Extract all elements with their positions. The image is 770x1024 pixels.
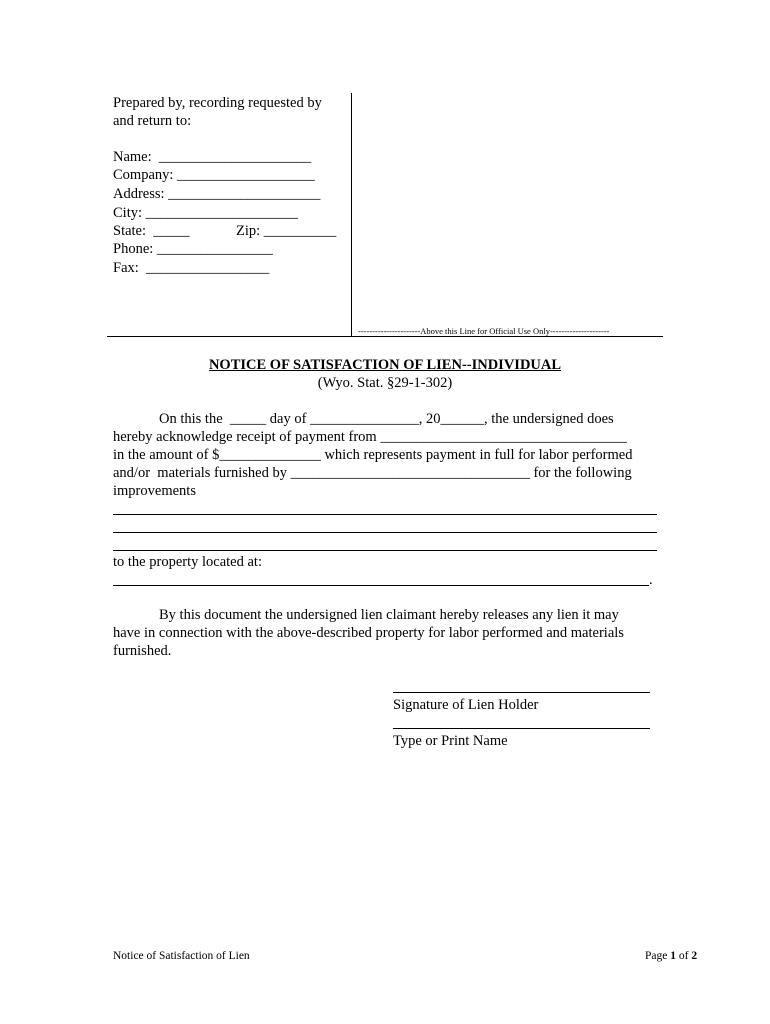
paragraph2-line2: have in connection with the above-described property for labor performed and materials: [113, 625, 624, 641]
city-field[interactable]: City: _____________________: [113, 205, 298, 221]
name-field[interactable]: Name: _____________________: [113, 149, 312, 165]
property-label: to the property located at:: [113, 554, 262, 570]
paragraph2-line3: furnished.: [113, 643, 172, 659]
header-horizontal-divider: [107, 336, 663, 337]
page-number: [645, 949, 697, 963]
improvements-line-1[interactable]: [113, 514, 657, 515]
property-address-line[interactable]: [113, 585, 649, 586]
address-field[interactable]: Address: _____________________: [113, 186, 321, 202]
footer-title: Notice of Satisfaction of Lien: [113, 950, 250, 962]
signature-line[interactable]: [393, 692, 650, 693]
page-word: Page: [645, 950, 668, 962]
phone-field[interactable]: Phone: ________________: [113, 241, 273, 257]
official-use-note: ----------------------Above this Line for Official Use Only---------------------: [358, 326, 610, 336]
prepared-by-line2: and return to:: [113, 113, 192, 129]
zip-field[interactable]: Zip: __________: [236, 223, 337, 239]
header-vertical-divider: [351, 93, 352, 336]
improvements-line-2[interactable]: [113, 532, 657, 533]
paragraph1-line1: On this the _____ day of _______________, 20______, the undersigned does: [159, 411, 614, 427]
paragraph1-line5: improvements: [113, 483, 196, 499]
company-field[interactable]: Company: ___________________: [113, 167, 315, 183]
statute-reference: (Wyo. Stat. §29-1-302): [317, 375, 453, 391]
state-field[interactable]: State: _____: [113, 223, 190, 239]
prepared-by-line1: Prepared by, recording requested by: [113, 95, 322, 111]
paragraph2-line1: By this document the undersigned lien claimant hereby releases any lien it may: [159, 607, 619, 623]
print-name-line[interactable]: [393, 728, 650, 729]
signature-label: Signature of Lien Holder: [393, 697, 539, 713]
property-period: .: [649, 572, 653, 588]
paragraph1-line3: in the amount of $______________ which represents payment in full for labor performed: [113, 447, 633, 463]
document-title: NOTICE OF SATISFACTION OF LIEN--INDIVIDUAL: [208, 357, 562, 373]
page-of: of: [678, 950, 689, 962]
paragraph1-line2: hereby acknowledge receipt of payment from __________________________________: [113, 429, 627, 445]
fax-field[interactable]: Fax: _________________: [113, 260, 270, 276]
print-name-label: Type or Print Name: [393, 733, 508, 749]
paragraph1-line4: and/or materials furnished by _________________________________ for the following: [113, 465, 632, 481]
page-current: 1: [670, 950, 676, 962]
improvements-line-3[interactable]: [113, 550, 657, 551]
page-total: 2: [691, 950, 698, 962]
